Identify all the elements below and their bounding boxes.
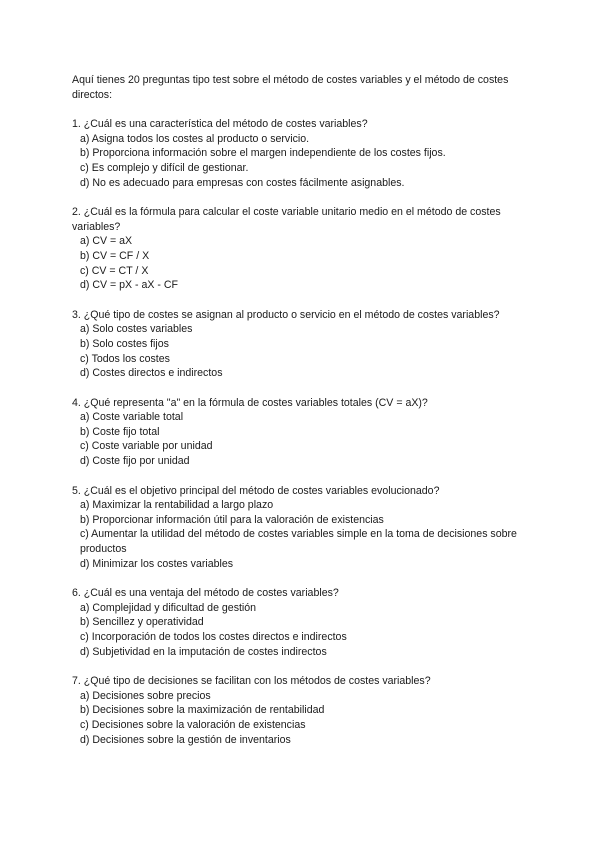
option-c: c) Decisiones sobre la valoración de existencias: [80, 718, 306, 731]
question-text: 2. ¿Cuál es la fórmula para calcular el coste variable unitario medio en el método de costes variables?: [72, 206, 501, 233]
option-d: d) Subjetividad en la imputación de costes indirectos: [80, 645, 327, 658]
option-a: a) Maximizar la rentabilidad a largo plazo: [80, 499, 274, 512]
question-text: 5. ¿Cuál es el objetivo principal del método de costes variables evolucionado?: [72, 484, 440, 497]
answer-options: [72, 498, 528, 571]
option-d: d) CV = pX - aX - CF: [80, 279, 179, 292]
document-page: [72, 73, 528, 762]
option-b: b) Decisiones sobre la maximización de rentabilidad: [80, 704, 325, 717]
option-c: c) Coste variable por unidad: [80, 440, 213, 453]
option-b: b) Sencillez y operatividad: [80, 616, 204, 629]
question-5: [72, 484, 528, 572]
answer-options: [72, 322, 528, 380]
answer-options: [72, 132, 528, 190]
option-a: a) CV = aX: [80, 235, 133, 248]
option-c: c) Incorporación de todos los costes directos e indirectos: [80, 631, 347, 643]
question-1: [72, 117, 528, 190]
answer-options: [72, 601, 528, 659]
answer-options: [72, 410, 528, 468]
option-a: a) Decisiones sobre precios: [80, 689, 211, 702]
question-text: 6. ¿Cuál es una ventaja del método de costes variables?: [72, 587, 339, 600]
question-text: 1. ¿Cuál es una característica del método de costes variables?: [72, 118, 368, 131]
question-6: [72, 586, 528, 659]
question-4: [72, 396, 528, 469]
option-c: c) Todos los costes: [80, 352, 170, 365]
option-d: d) Decisiones sobre la gestión de inventarios: [80, 733, 291, 746]
option-a: a) Complejidad y dificultad de gestión: [80, 601, 257, 614]
option-b: b) Proporcionar información útil para la valoración de existencias: [80, 513, 384, 526]
option-c: c) CV = CT / X: [80, 264, 149, 277]
option-a: a) Asigna todos los costes al producto o servicio.: [80, 132, 310, 145]
question-text: 3. ¿Qué tipo de costes se asignan al producto o servicio en el método de costes variables?: [72, 308, 500, 321]
option-b: b) Proporciona información sobre el margen independiente de los costes fijos.: [80, 147, 446, 160]
question-text: 7. ¿Qué tipo de decisiones se facilitan con los métodos de costes variables?: [72, 675, 431, 688]
option-c: c) Aumentar la utilidad del método de costes variables simple en la toma de decisiones sobre productos: [80, 528, 517, 556]
option-d: d) Minimizar los costes variables: [80, 557, 234, 570]
question-3: [72, 308, 528, 381]
answer-options: [72, 234, 528, 292]
question-7: [72, 674, 528, 747]
option-b: b) CV = CF / X: [80, 249, 150, 262]
option-a: a) Coste variable total: [80, 411, 184, 424]
intro-paragraph: Aquí tienes 20 preguntas tipo test sobre el método de costes variables y el método de costes directos:: [72, 74, 509, 101]
option-d: d) No es adecuado para empresas con costes fácilmente asignables.: [80, 176, 405, 189]
option-b: b) Solo costes fijos: [80, 337, 169, 350]
answer-options: [72, 689, 528, 747]
option-b: b) Coste fijo total: [80, 425, 160, 438]
option-d: d) Coste fijo por unidad: [80, 455, 190, 468]
question-text: 4. ¿Qué representa "a" en la fórmula de costes variables totales (CV = aX)?: [72, 396, 428, 409]
option-a: a) Solo costes variables: [80, 323, 193, 336]
question-2: [72, 205, 528, 293]
option-c: c) Es complejo y difícil de gestionar.: [80, 161, 249, 174]
option-d: d) Costes directos e indirectos: [80, 367, 223, 380]
